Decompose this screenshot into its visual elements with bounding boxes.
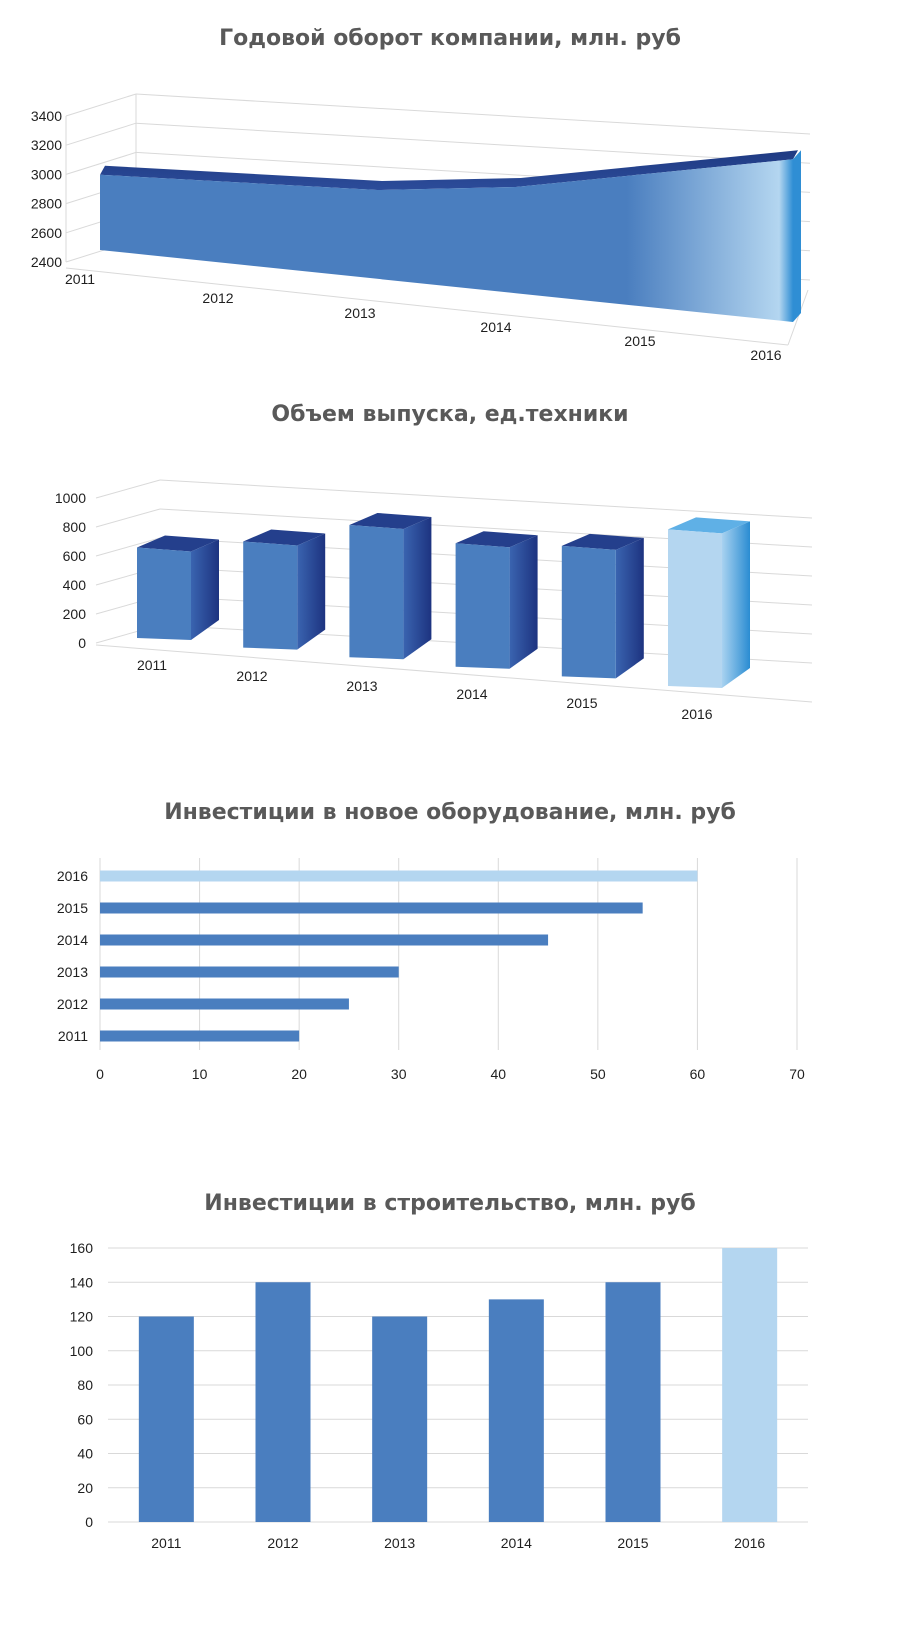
y-tick-label: 120 [69,1308,93,1325]
x-tick-label: 60 [689,1066,706,1082]
column-bar [243,541,297,649]
bar [606,1282,661,1522]
column-bar [562,546,616,679]
gridline [96,509,160,527]
y-tick-label: 3000 [30,166,62,183]
bar [100,999,349,1010]
x-tick-label: 50 [590,1066,606,1082]
y-tick-label: 3200 [30,137,62,154]
column-side-face [510,535,538,669]
gridline [136,123,810,163]
y-tick-label: 2014 [56,932,88,948]
column-bar [456,543,510,669]
y-tick-label: 2011 [57,1028,88,1044]
y-tick-label: 80 [77,1377,93,1393]
x-tick-label: 0 [96,1066,104,1082]
x-tick-label: 2013 [384,1535,416,1551]
y-tick-label: 2800 [30,195,62,212]
x-tick-label: 2012 [267,1535,299,1551]
bar [489,1299,544,1522]
gridline [160,480,812,518]
y-tick-label: 0 [85,1514,93,1530]
x-tick-label: 2014 [480,319,512,335]
y-tick-label: 2016 [56,868,88,884]
x-tick-label: 20 [291,1066,307,1082]
x-tick-label: 2011 [64,271,96,287]
bar [100,967,399,978]
y-tick-label: 100 [69,1342,93,1359]
bar [139,1317,194,1523]
equipment-investment-plot [0,780,900,1120]
x-tick-label: 2013 [346,678,378,694]
x-tick-label: 2015 [566,695,598,711]
x-tick-label: 2015 [624,333,656,349]
column-bar [668,529,722,688]
x-tick-label: 2011 [151,1535,182,1551]
x-tick-label: 2011 [136,657,168,673]
chart-title: Годовой оборот компании, млн. руб [219,26,681,51]
x-tick-label: 70 [789,1066,805,1082]
y-tick-label: 140 [69,1274,93,1291]
chart-title: Объем выпуска, ед.техники [271,402,629,427]
x-tick-label: 2012 [236,668,268,684]
y-tick-label: 2600 [30,224,62,241]
x-tick-label: 2015 [617,1535,649,1551]
bar [100,871,697,882]
bar [256,1282,311,1522]
x-tick-label: 2014 [456,686,488,702]
y-tick-label: 2400 [30,254,62,270]
x-tick-label: 30 [390,1066,407,1082]
y-tick-label: 600 [62,548,86,564]
y-tick-label: 400 [62,577,86,593]
bar [722,1248,777,1522]
output-volume-plot [0,380,900,740]
x-tick-label: 2016 [734,1535,766,1551]
x-tick-label: 40 [490,1066,507,1082]
x-tick-label: 10 [191,1066,208,1082]
x-tick-label: 2014 [500,1535,532,1551]
y-tick-label: 800 [62,519,86,535]
bar [372,1317,427,1523]
turnover-chart [0,0,900,380]
construction-investment-chart [0,1175,900,1634]
column-side-face [616,538,644,679]
column-bar [349,525,403,659]
column-side-face [722,521,750,688]
y-tick-label: 2012 [56,996,88,1012]
y-tick-label: 3400 [30,108,62,124]
chart-title: Инвестиции в новое оборудование, млн. руб [164,800,736,825]
equipment-investment-chart [0,780,900,1120]
y-tick-label: 20 [77,1479,93,1496]
column-bar [137,548,191,640]
x-tick-label: 2016 [681,706,713,722]
x-tick-label: 2013 [344,305,376,321]
column-side-face [191,540,219,640]
x-tick-label: 2012 [202,290,234,306]
y-tick-label: 1000 [54,490,86,506]
y-tick-label: 2015 [56,900,88,916]
output-volume-chart [0,380,900,740]
gridline [96,480,160,498]
turnover-plot [0,0,900,380]
y-tick-label: 2013 [56,964,88,980]
y-tick-label: 60 [77,1411,93,1428]
column-side-face [297,533,325,649]
gridline [66,94,136,116]
gridline [136,94,810,134]
y-tick-label: 0 [78,635,86,651]
column-side-face [403,517,431,659]
y-tick-label: 160 [69,1240,93,1256]
area-side-face [793,150,801,322]
y-tick-label: 200 [62,606,86,622]
gridline [66,123,136,145]
y-tick-label: 40 [77,1445,93,1462]
x-tick-label: 2016 [750,347,782,363]
bar [100,903,643,914]
chart-title: Инвестиции в строительство, млн. руб [204,1191,696,1216]
construction-investment-plot [0,1175,900,1634]
bar [100,935,548,946]
bar [100,1031,299,1042]
